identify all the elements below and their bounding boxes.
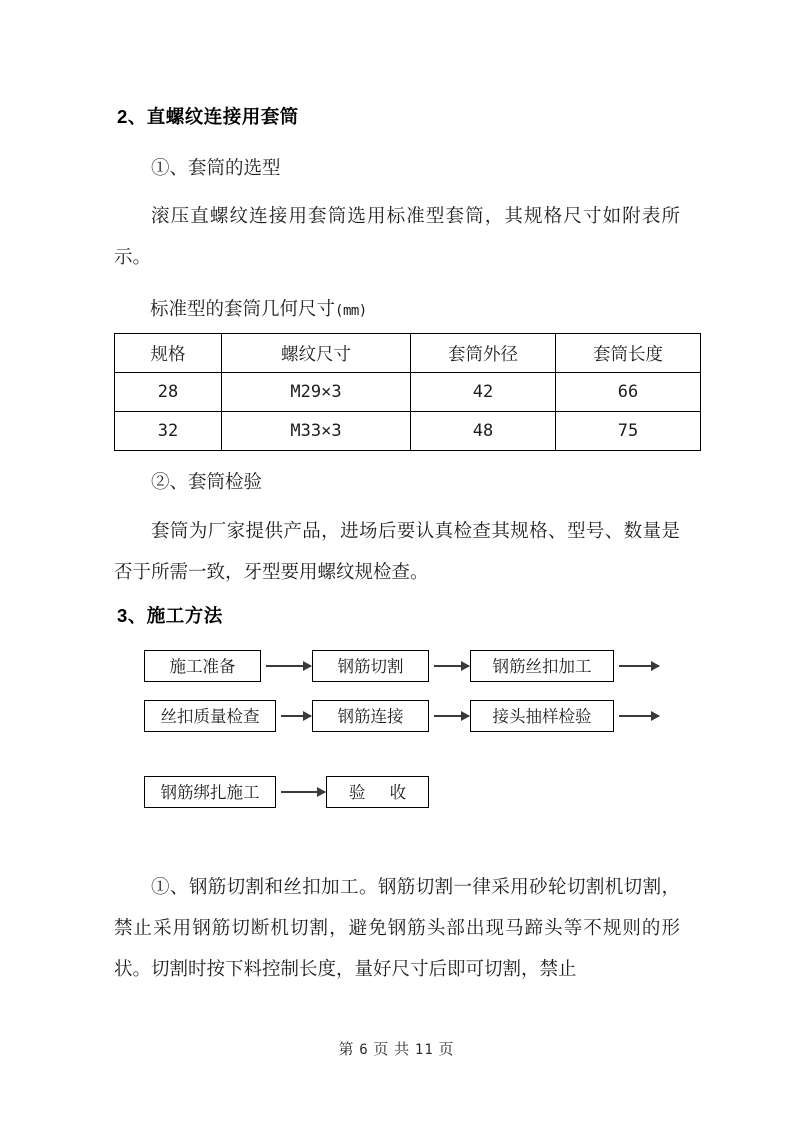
table-caption [150,301,680,320]
flowchart-row [114,776,680,826]
footer-prefix: 第 [338,1042,355,1058]
flow-arrow [281,791,325,793]
flowchart-row [114,700,680,750]
table-caption-text: 标准型的套筒几何尺寸 [150,299,336,320]
flow-box-joint-sampling-inspection: 接头抽样检验 [470,700,614,732]
flow-box-rebar-binding-construction: 钢筋绑扎施工 [144,776,276,808]
flow-arrow-trailing [619,665,659,667]
footer-suffix: 页 [438,1042,455,1058]
flow-box-rebar-connection: 钢筋连接 [312,700,429,732]
section-heading-2: 2、直螺纹连接用套筒 [117,106,299,127]
page-footer [0,1038,793,1059]
flow-arrow [266,665,311,667]
table-header-cell: 螺纹尺寸 [222,334,411,373]
flow-box-construction-preparation: 施工准备 [144,650,261,682]
paragraph-rebar-cutting-processing: ①、钢筋切割和丝扣加工。钢筋切割一律采用砂轮切割机切割，禁止采用钢筋切断机切割，避免钢筋头部出现马蹄头等不规则的形状。切割时按下料控制长度，量好尺寸后即可切割，禁止 [114,877,680,980]
table-cell: 42 [411,373,556,412]
table-cell: 48 [411,412,556,451]
table-cell: 28 [115,373,222,412]
page-content [114,0,680,991]
sub-heading-sleeve-inspection: ②、套筒检验 [151,473,263,493]
table-header-row [115,334,701,373]
flow-box-acceptance: 验 收 [326,776,429,808]
section-heading-3: 3、施工方法 [117,605,223,626]
footer-total-pages: 11 [414,1042,434,1058]
table-header-cell: 套筒长度 [556,334,701,373]
flow-arrow [434,715,469,717]
table-cell: 75 [556,412,701,451]
paragraph-sleeve-inspection: 套筒为厂家提供产品，进场后要认真检查其规格、型号、数量是否于所需一致，牙型要用螺纹规检查。 [114,522,680,583]
flow-box-rebar-cutting: 钢筋切割 [312,650,429,682]
flow-box-rebar-thread-processing: 钢筋丝扣加工 [470,650,614,682]
table-cell: 32 [115,412,222,451]
table-header-cell: 套筒外径 [411,334,556,373]
flow-arrow [434,665,469,667]
paragraph-sleeve-selection: 滚压直螺纹连接用套筒选用标准型套筒，其规格尺寸如附表所示。 [114,206,680,268]
flow-arrow [281,715,311,717]
table-cell: M29×3 [222,373,411,412]
table-row [115,412,701,451]
sleeve-spec-table [114,333,701,451]
table-header-cell: 规格 [115,334,222,373]
table-cell: M33×3 [222,412,411,451]
flowchart-row [114,650,680,700]
table-row [115,373,701,412]
table-caption-unit: (mm) [335,302,367,319]
flow-box-thread-quality-check: 丝扣质量检查 [144,700,276,732]
footer-current-page: 6 [359,1042,369,1058]
footer-middle: 页 共 [373,1042,411,1058]
sub-heading-sleeve-selection: ①、套筒的选型 [151,158,281,179]
table-cell: 66 [556,373,701,412]
flow-arrow-trailing [619,715,659,717]
construction-flowchart [114,650,680,826]
